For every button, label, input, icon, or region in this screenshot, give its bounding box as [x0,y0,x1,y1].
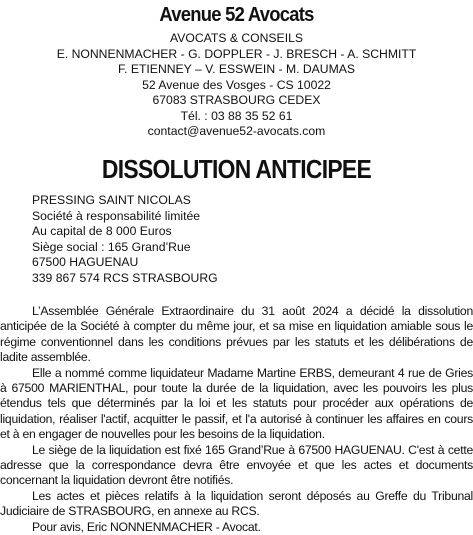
body-paragraph-1: L’Assemblée Générale Extraordinaire du 31 août 2024 a décidé la dissolution anticipée de la Société à compter du même jour, et sa mise en liquidation amiable sous le régime conventionnel dans les conditions prévues par les statuts et les délibérations de ladite assemblée. [0,304,473,365]
firm-phone: Tél. : 03 88 35 52 61 [180,108,293,123]
company-details [32,193,452,287]
firm-address-line-2: 67083 STRASBOURG CEDEX [152,93,321,107]
body-paragraph-3: Le siège de la liquidation est fixé 165 Grand’Rue à 67500 HAGUENAU. C'est à cette adresse que la correspondance devra être envoyée et que les actes et documents concernant la liquidation devront être notifiés. [0,442,473,488]
company-name: PRESSING SAINT NICOLAS [32,193,191,207]
notice-title: DISSOLUTION ANTICIPEE [101,154,372,184]
firm-name: Avenue 52 Avocats [159,4,314,26]
body-paragraph-4: Les actes et pièces relatifs à la liquidation seront déposés au Greffe du Tribunal Judiciaire de STRASBOURG, en annexe au RCS. [0,488,473,519]
company-rcs: 339 867 574 RCS STRASBOURG [32,270,218,285]
company-legal-form: Société à responsabilité limitée [32,208,201,223]
firm-details [0,31,473,140]
signature-line: Pour avis, Eric NONNENMACHER - Avocat. [32,519,261,534]
body-paragraph-2: Elle a nommé comme liquidateur Madame Martine ERBS, demeurant 4 rue de Gries à 67500 MARIENTHAL, pour toute la durée de la liquidation, avec les pouvoirs les plus étendus tels que déterminés par la loi et les statuts pour procéder aux opérations de liquidation, réaliser l'actif, acquitter le passif, et l'a autorisé à continuer les affaires en cours et à en engager de nouvelles pour les besoins de la liquidation. [0,365,473,442]
firm-address-line-1: 52 Avenue des Vosges - CS 10022 [142,77,331,92]
firm-partners-line-1: E. NONNENMACHER - G. DOPPLER - J. BRESCH - A. SCHMITT [56,46,417,61]
firm-subtitle: AVOCATS & CONSEILS [170,31,303,45]
firm-email: contact@avenue52-avocats.com [147,124,326,138]
company-postal-city: 67500 HAGUENAU [32,255,139,270]
firm-partners-line-2: F. ETIENNEY – V. ESSWEIN - M. DAUMAS [117,62,356,76]
company-capital: Au capital de 8 000 Euros [32,224,172,239]
company-registered-office: Siège social : 165 Grand’Rue [32,239,191,254]
notice-body [0,304,473,535]
